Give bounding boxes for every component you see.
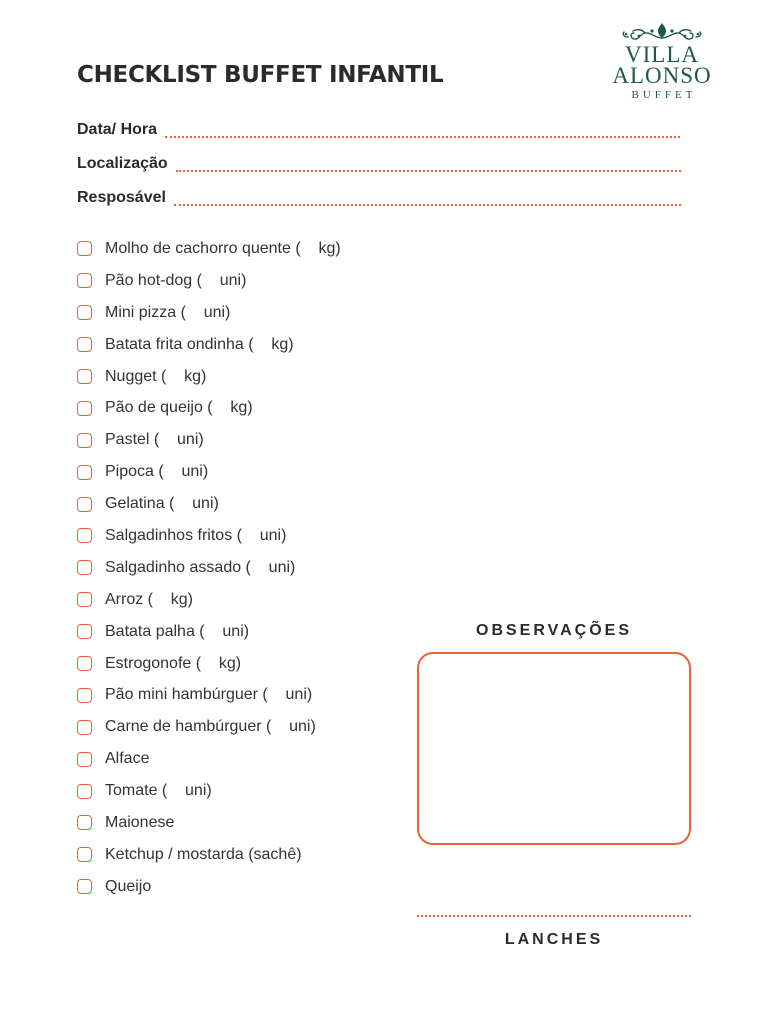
flourish-ornament-icon bbox=[619, 22, 705, 44]
logo-text-alonso: ALONSO bbox=[612, 63, 712, 88]
dotted-fill-line bbox=[165, 136, 680, 138]
checkbox-icon[interactable] bbox=[77, 720, 92, 735]
checklist-item-label: Tomate ( uni) bbox=[105, 782, 212, 800]
checklist-item-label: Queijo bbox=[105, 877, 152, 895]
checklist-item[interactable] bbox=[77, 520, 341, 552]
checklist-item[interactable] bbox=[77, 584, 341, 616]
checklist-item-label: Pão de queijo ( kg) bbox=[105, 399, 253, 417]
checklist-item[interactable] bbox=[77, 392, 341, 424]
checklist-item-label: Alface bbox=[105, 750, 150, 768]
checkbox-icon[interactable] bbox=[77, 592, 92, 607]
checkbox-icon[interactable] bbox=[77, 401, 92, 416]
checklist-item-label: Pão mini hambúrguer ( uni) bbox=[105, 686, 313, 704]
checklist-item-label: Maionese bbox=[105, 813, 175, 831]
observacoes-heading: OBSERVAÇÕES bbox=[476, 622, 632, 639]
checkbox-icon[interactable] bbox=[77, 847, 92, 862]
checkbox-icon[interactable] bbox=[77, 497, 92, 512]
field-data-hora[interactable] bbox=[77, 115, 680, 139]
logo-text-villa: VILLA bbox=[625, 42, 699, 67]
checklist-item[interactable] bbox=[77, 775, 341, 807]
checklist-item[interactable] bbox=[77, 552, 341, 584]
checklist-item[interactable] bbox=[77, 297, 341, 329]
checklist-item-label: Ketchup / mostarda (sachê) bbox=[105, 845, 302, 863]
dotted-fill-line bbox=[176, 170, 681, 172]
checkbox-icon[interactable] bbox=[77, 337, 92, 352]
checklist-item-label: Molho de cachorro quente ( kg) bbox=[105, 239, 341, 257]
page-title: CHECKLIST BUFFET INFANTIL bbox=[77, 62, 444, 88]
checkbox-icon[interactable] bbox=[77, 560, 92, 575]
field-label: Data/ Hora bbox=[77, 121, 158, 138]
checkbox-icon[interactable] bbox=[77, 656, 92, 671]
checklist-item[interactable] bbox=[77, 265, 341, 297]
checklist-item-label: Mini pizza ( uni) bbox=[105, 303, 231, 321]
checkbox-icon[interactable] bbox=[77, 465, 92, 480]
checklist-item[interactable] bbox=[77, 456, 341, 488]
lanches-heading: LANCHES bbox=[504, 931, 604, 948]
checkbox-icon[interactable] bbox=[77, 369, 92, 384]
checklist-item[interactable] bbox=[77, 488, 341, 520]
checklist-item-label: Arroz ( kg) bbox=[105, 590, 194, 608]
lanches-dotted-line bbox=[417, 915, 691, 917]
checklist-item-label: Carne de hambúrguer ( uni) bbox=[105, 718, 316, 736]
checkbox-icon[interactable] bbox=[77, 784, 92, 799]
checkbox-icon[interactable] bbox=[77, 688, 92, 703]
checkbox-icon[interactable] bbox=[77, 752, 92, 767]
checkbox-icon[interactable] bbox=[77, 879, 92, 894]
checkbox-icon[interactable] bbox=[77, 624, 92, 639]
checkbox-icon[interactable] bbox=[77, 528, 92, 543]
logo-text-buffet: BUFFET bbox=[631, 89, 697, 101]
checklist-item-label: Nugget ( kg) bbox=[105, 367, 207, 385]
checklist-item[interactable] bbox=[77, 616, 341, 648]
observacoes-box[interactable] bbox=[417, 652, 691, 845]
field-label: Resposável bbox=[77, 189, 166, 206]
checklist-item[interactable] bbox=[77, 361, 341, 393]
checklist-item[interactable] bbox=[77, 839, 341, 871]
checkbox-icon[interactable] bbox=[77, 433, 92, 448]
checkbox-icon[interactable] bbox=[77, 241, 92, 256]
checklist-item-label: Pão hot-dog ( uni) bbox=[105, 271, 247, 289]
checklist-item-label: Pipoca ( uni) bbox=[105, 463, 209, 481]
checklist-item[interactable] bbox=[77, 329, 341, 361]
checklist-item[interactable] bbox=[77, 743, 341, 775]
villa-alonso-logo bbox=[603, 22, 721, 101]
checklist-item-label: Pastel ( uni) bbox=[105, 431, 204, 449]
checkbox-icon[interactable] bbox=[77, 273, 92, 288]
checklist-item-label: Batata frita ondinha ( kg) bbox=[105, 335, 294, 353]
field-localizacao[interactable] bbox=[77, 149, 681, 173]
checklist-item-label: Salgadinho assado ( uni) bbox=[105, 558, 296, 576]
checklist-item[interactable] bbox=[77, 648, 341, 680]
checklist-item[interactable] bbox=[77, 711, 341, 743]
checklist-item[interactable] bbox=[77, 233, 341, 265]
checklist-item[interactable] bbox=[77, 871, 341, 903]
checklist-item-label: Batata palha ( uni) bbox=[105, 622, 250, 640]
checkbox-icon[interactable] bbox=[77, 815, 92, 830]
checkbox-icon[interactable] bbox=[77, 305, 92, 320]
checklist-item[interactable] bbox=[77, 807, 341, 839]
checklist-item-label: Salgadinhos fritos ( uni) bbox=[105, 526, 287, 544]
checklist bbox=[77, 233, 341, 903]
field-responsavel[interactable] bbox=[77, 183, 681, 207]
checklist-item[interactable] bbox=[77, 424, 341, 456]
dotted-fill-line bbox=[174, 204, 681, 206]
checklist-item-label: Gelatina ( uni) bbox=[105, 495, 219, 513]
field-label: Localização bbox=[77, 155, 168, 172]
checklist-item-label: Estrogonofe ( kg) bbox=[105, 654, 242, 672]
checklist-item[interactable] bbox=[77, 679, 341, 711]
